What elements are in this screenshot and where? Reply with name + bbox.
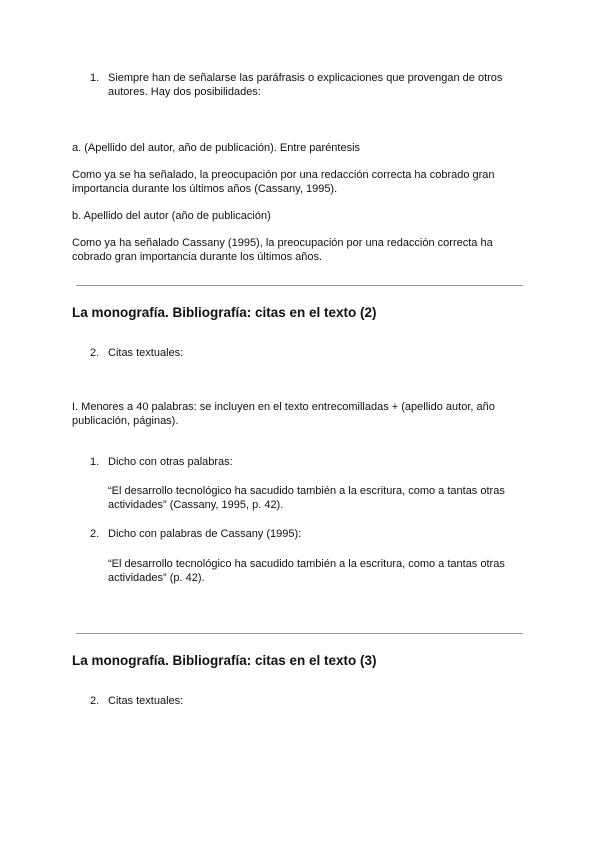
list-item-otras-palabras <box>90 455 520 469</box>
list-text: Siempre han de señalarse las paráfrasis o explicaciones que provengan de otros autores. Hay dos posibilidades: <box>108 72 503 98</box>
list-number: 1. <box>90 456 100 468</box>
section-heading-3: La monografía. Bibliografía: citas en el texto (3) <box>72 653 377 668</box>
section-divider <box>76 633 523 634</box>
list-item-citas <box>90 694 520 708</box>
section-heading-2: La monografía. Bibliografía: citas en el texto (2) <box>72 305 377 320</box>
list-item-palabras-cassany <box>90 527 520 541</box>
quote-1: “El desarrollo tecnológico ha sacudido también a la escritura, como a tantas otras actividades” (Cassany, 1995, p. 42). <box>108 485 505 511</box>
list-number: 2. <box>90 347 100 359</box>
example-a-text: Como ya se ha señalado, la preocupación por una redacción correcta ha cobrado gran importancia durante los últimos años (Cassany, 1995). <box>72 169 495 195</box>
quote-2: “El desarrollo tecnológico ha sacudido también a la escritura, como a tantas otras actividades” (p. 42). <box>108 558 505 584</box>
example-b-text: Como ya ha señalado Cassany (1995), la preocupación por una redacción correcta ha cobrado gran importancia durante los últimos años. <box>72 237 493 263</box>
list-number: 2. <box>90 528 100 540</box>
section-divider <box>76 285 523 286</box>
rule-under-40-words: I. Menores a 40 palabras: se incluyen en el texto entrecomilladas + (apellido autor, año publicación, páginas). <box>72 401 495 427</box>
list-text: Citas textuales: <box>108 695 184 707</box>
list-text: Dicho con palabras de Cassany (1995): <box>108 528 302 540</box>
option-b-text: b. Apellido del autor (año de publicación) <box>72 210 271 222</box>
list-item-paraphrase <box>90 71 520 99</box>
list-number: 2. <box>90 695 100 707</box>
option-a-text: a. (Apellido del autor, año de publicación). Entre paréntesis <box>72 142 361 154</box>
list-text: Dicho con otras palabras: <box>108 456 233 468</box>
list-number: 1. <box>90 72 100 84</box>
list-item-citas <box>90 346 520 360</box>
list-text: Citas textuales: <box>108 347 184 359</box>
